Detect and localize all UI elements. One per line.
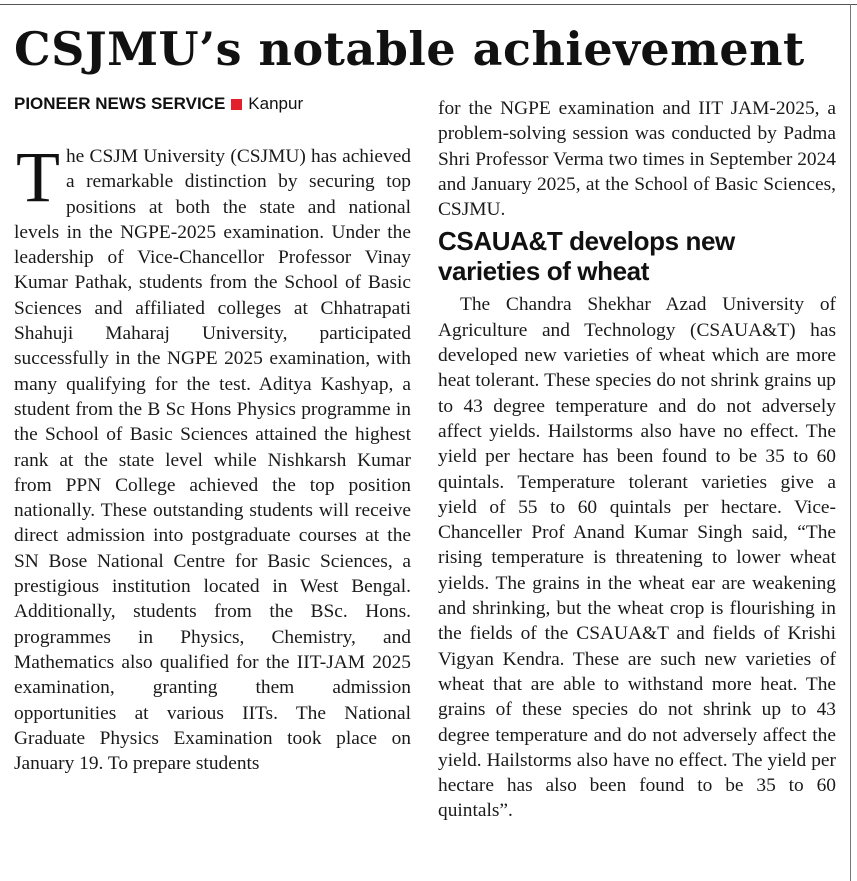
story2-subhead: CSAUA&T develops new varieties of wheat bbox=[438, 226, 735, 287]
column-rule bbox=[850, 4, 851, 881]
red-square-icon bbox=[231, 99, 242, 110]
dropcap: T bbox=[16, 137, 60, 217]
story1-text-left: he CSJM University (CSJMU) has achieved a remarkable distinction by securing top positions at both the state and national levels in the NGPE-2025 examination. Under the leadership of Vice-Chancellor Professor Vinay Kumar Pathak, students from the School of Basic Sciences and affiliated colleges at Chhatrapati Shahuji Maharaj University, participated successfully in the NGPE 2025 examination, with many qualifying for the test. Aditya Kashyap, a student from the B Sc Hons Physics programme in the School of Basic Sciences attained the highest rank at the state level while Nishkarsh Kumar from PPN College achieved the top position nationally. These outstanding students will receive direct admission into postgraduate courses at the SN Bose National Centre for Basic Sciences, a prestigious institution located in West Bengal. Additionally, students from the BSc. Hons. programmes in Physics, Chemistry, and Mathematics also qualified for the IIT-JAM 2025 examination, granting them admission opportunities at various IITs. The National Graduate Physics Examination took place on January 19. To prepare students bbox=[14, 146, 411, 775]
story1-body-right: for the NGPE examination and IIT JAM-2025, a problem-solving session was conducted by Padma Shri Professor Verma two times in September 2024 and January 2025, at the School of Basic Sciences, CSJMU. bbox=[438, 98, 836, 221]
byline-agency: PIONEER NEWS SERVICE bbox=[14, 94, 226, 113]
byline-location: Kanpur bbox=[248, 94, 304, 113]
story1-body-left bbox=[14, 137, 411, 776]
left-column bbox=[14, 90, 411, 776]
headline: CSJMU’s notable achievement bbox=[14, 22, 805, 76]
story2-body: The Chandra Shekhar Azad University of Agriculture and Technology (CSAUA&T) has developed new varieties of wheat which are more heat tolerant. These species do not shrink grains up to 43 degree temperature and do not adversely affect yields. Hailstorms also have no effect. The yield per hectare has been found to be 35 to 60 quintals. Temperature tolerant varieties give a yield of 55 to 60 quintals per hectare. Vice-Chanceller Prof Anand Kumar Singh said, “The rising temperature is threatening to lower wheat yields. The grains in the wheat ear are weakening and shrinking, but the wheat crop is flourishing in the fields of the CSAUA&T and fields of Krishi Vigyan Kendra. These are such new varieties of wheat that are able to withstand more heat. The grains of these species do not shrink up to 43 degree temperature and do not adversely affect the yield. Hailstorms also have no effect. The yield per hectare has also been found to be 35 to 60 quintals”. bbox=[438, 294, 836, 822]
right-column bbox=[438, 96, 836, 824]
byline bbox=[14, 90, 411, 118]
top-rule bbox=[0, 4, 857, 5]
